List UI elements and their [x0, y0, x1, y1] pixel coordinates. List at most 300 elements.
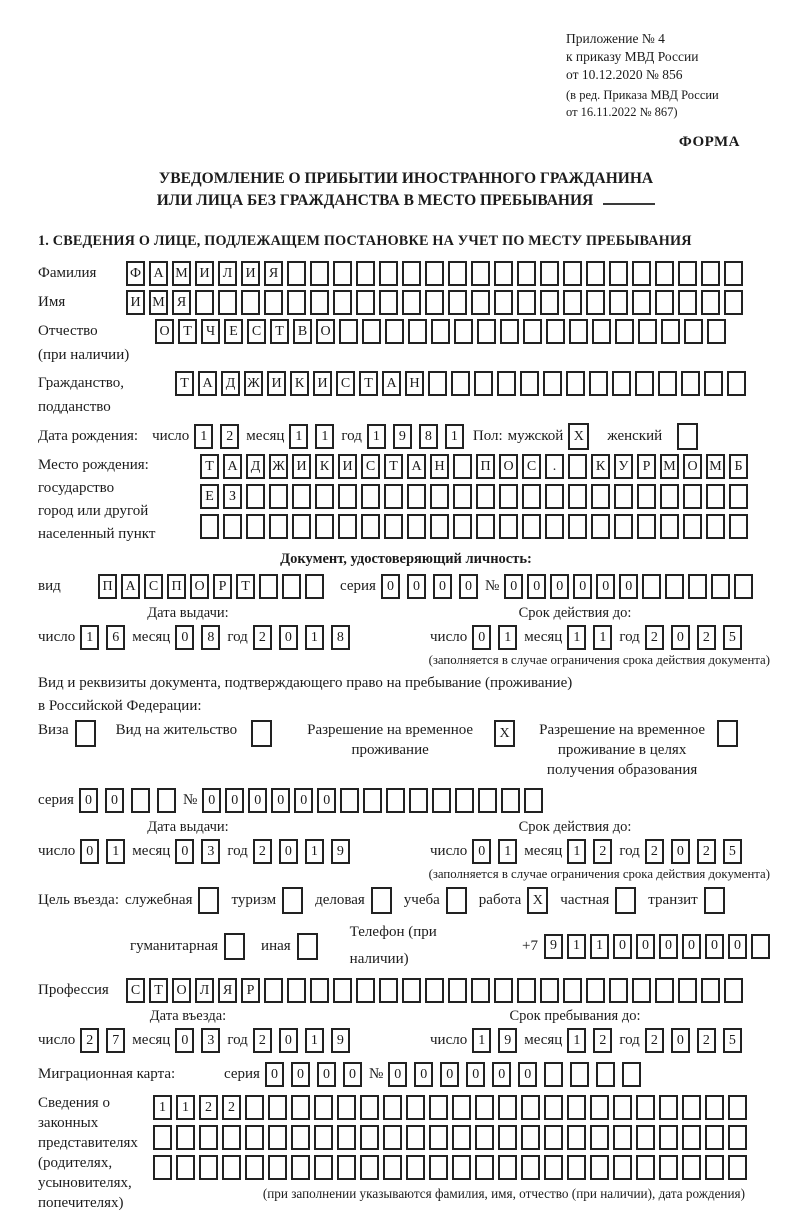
char-cell: С: [126, 978, 145, 1003]
char-cell: [386, 788, 405, 813]
char-cell: 0: [294, 788, 313, 813]
char-cell: [75, 720, 96, 747]
char-cell: [408, 319, 427, 344]
document-title: [38, 168, 774, 212]
char-cell: 0: [671, 1028, 690, 1053]
char-cell: [724, 261, 743, 286]
birthplace-row: [38, 454, 774, 546]
char-cell: С: [144, 574, 163, 599]
char-cell: Я: [172, 290, 191, 315]
purpose-other-label: иная: [261, 937, 291, 954]
identity-issue-group: [38, 604, 430, 651]
char-cell: [333, 290, 352, 315]
char-cell: [540, 978, 559, 1003]
char-cell: [659, 1125, 678, 1150]
residence-number-label: №: [182, 792, 198, 808]
char-cell: [523, 319, 542, 344]
char-cell: [333, 978, 352, 1003]
birthdate-month-cells: [289, 424, 341, 449]
char-cell: 2: [220, 424, 239, 449]
char-cell: [379, 290, 398, 315]
char-cell: Т: [384, 454, 403, 479]
char-cell: [356, 261, 375, 286]
representatives-cells-row3: [153, 1155, 751, 1180]
char-cell: [157, 788, 176, 813]
char-cell: Ф: [126, 261, 145, 286]
birthdate-year-label: год: [341, 428, 362, 444]
char-cell: 0: [573, 574, 592, 599]
char-cell: [360, 1095, 379, 1120]
char-cell: Н: [405, 371, 424, 396]
birthdate-row: [38, 423, 774, 450]
char-cell: [282, 887, 303, 914]
char-cell: [520, 371, 539, 396]
char-cell: 2: [593, 1028, 612, 1053]
char-cell: [198, 887, 219, 914]
char-cell: 0: [492, 1062, 511, 1087]
char-cell: [636, 1125, 655, 1150]
representatives-cells-block: [153, 1093, 751, 1202]
citizenship-cells: [175, 371, 750, 396]
appendix-line: Приложение № 4: [566, 31, 665, 46]
char-cell: [384, 484, 403, 509]
year-label: год: [619, 843, 640, 859]
identity-valid-group: [430, 604, 774, 651]
char-cell: 1: [567, 934, 586, 959]
char-cell: [683, 484, 702, 509]
firstname-label: Имя: [38, 294, 66, 310]
profession-cells: [126, 978, 747, 1003]
purpose-business-checkbox: [371, 887, 396, 914]
char-cell: [613, 1155, 632, 1180]
char-cell: [498, 1125, 517, 1150]
char-cell: А: [223, 454, 242, 479]
char-cell: [361, 484, 380, 509]
char-cell: [409, 788, 428, 813]
char-cell: [727, 371, 746, 396]
identity-kind-cells: [98, 574, 328, 599]
char-cell: [734, 574, 753, 599]
char-cell: А: [382, 371, 401, 396]
firstname-row: [38, 290, 774, 315]
char-cell: [683, 514, 702, 539]
representatives-label: Сведения о законных представителях (родителях, усыновителях, попечителях): [38, 1095, 138, 1211]
char-cell: [586, 978, 605, 1003]
char-cell: [425, 261, 444, 286]
char-cell: 0: [225, 788, 244, 813]
month-label: месяц: [132, 1032, 171, 1048]
char-cell: [454, 319, 473, 344]
char-cell: 5: [723, 839, 742, 864]
char-cell: 2: [80, 1028, 99, 1053]
char-cell: 0: [407, 574, 426, 599]
residence-issue-day: [80, 839, 132, 864]
char-cell: 1: [445, 424, 464, 449]
char-cell: З: [223, 484, 242, 509]
char-cell: Д: [246, 454, 265, 479]
residence-valid-heading: Срок действия до:: [518, 819, 632, 835]
residence-series-cells: [79, 788, 183, 813]
purpose-transit-checkbox: [704, 887, 729, 914]
sex-female-checkbox: [677, 423, 702, 450]
residence-validity-note: (заполняется в случае ограничения срока действия документа): [428, 867, 770, 881]
char-cell: [544, 1155, 563, 1180]
char-cell: [632, 978, 651, 1003]
char-cell: 9: [393, 424, 412, 449]
char-cell: Р: [213, 574, 232, 599]
char-cell: [339, 319, 358, 344]
char-cell: 0: [80, 839, 99, 864]
profession-row: [38, 978, 774, 1003]
char-cell: 2: [645, 625, 664, 650]
char-cell: 1: [305, 839, 324, 864]
char-cell: [570, 1062, 589, 1087]
char-cell: [498, 1095, 517, 1120]
identity-valid-year: [645, 625, 749, 650]
char-cell: [200, 514, 219, 539]
char-cell: [402, 261, 421, 286]
year-label: год: [227, 1032, 248, 1048]
char-cell: Ж: [269, 454, 288, 479]
char-cell: П: [167, 574, 186, 599]
char-cell: [314, 1155, 333, 1180]
residence-dates-block: [38, 818, 774, 865]
char-cell: [569, 319, 588, 344]
char-cell: [589, 371, 608, 396]
representatives-row: [38, 1093, 774, 1213]
char-cell: 0: [202, 788, 221, 813]
char-cell: 2: [222, 1095, 241, 1120]
birthdate-label: Дата рождения:: [38, 428, 139, 444]
stay-until-month: [567, 1028, 619, 1053]
char-cell: [609, 261, 628, 286]
char-cell: 3: [201, 1028, 220, 1053]
char-cell: 2: [253, 1028, 272, 1053]
purpose-work-checkbox: [527, 887, 552, 914]
char-cell: 1: [80, 625, 99, 650]
char-cell: [259, 574, 278, 599]
char-cell: [497, 371, 516, 396]
option-temp-residence-checkbox: [494, 720, 519, 747]
char-cell: [522, 484, 541, 509]
char-cell: [477, 319, 496, 344]
purpose-other-checkbox: [297, 933, 322, 960]
birthplace-cells-row1: [200, 454, 752, 479]
char-cell: [677, 423, 698, 450]
title-line-2: ИЛИ ЛИЦА БЕЗ ГРАЖДАНСТВА В МЕСТО ПРЕБЫВАНИЯ: [38, 190, 774, 212]
char-cell: [499, 484, 518, 509]
char-cell: [314, 1095, 333, 1120]
char-cell: [636, 1155, 655, 1180]
char-cell: 1: [498, 839, 517, 864]
char-cell: М: [172, 261, 191, 286]
char-cell: [333, 261, 352, 286]
char-cell: [563, 261, 582, 286]
char-cell: 1: [593, 625, 612, 650]
char-cell: [642, 574, 661, 599]
char-cell: [682, 1095, 701, 1120]
residence-number-cells: [202, 788, 547, 813]
char-cell: [305, 574, 324, 599]
char-cell: Л: [195, 978, 214, 1003]
option-visa: [38, 720, 100, 747]
char-cell: [711, 574, 730, 599]
char-cell: 2: [199, 1095, 218, 1120]
month-label: месяц: [132, 629, 171, 645]
migration-series-cells: [265, 1062, 369, 1087]
char-cell: А: [407, 454, 426, 479]
month-label: месяц: [524, 629, 563, 645]
char-cell: [701, 290, 720, 315]
char-cell: [678, 261, 697, 286]
identity-number-cells: [504, 574, 757, 599]
char-cell: 0: [414, 1062, 433, 1087]
char-cell: [195, 290, 214, 315]
amendment-line: от 16.11.2022 № 867): [566, 105, 678, 119]
migration-number-cells: [388, 1062, 648, 1087]
char-cell: 2: [645, 839, 664, 864]
char-cell: Т: [236, 574, 255, 599]
char-cell: 0: [527, 574, 546, 599]
representatives-cells-row1: [153, 1095, 751, 1120]
char-cell: [475, 1125, 494, 1150]
purpose-study-label: учеба: [403, 892, 440, 908]
char-cell: [131, 788, 150, 813]
birthplace-cells-row3: [200, 514, 752, 539]
appendix-line: к приказу МВД России: [566, 49, 699, 64]
char-cell: [384, 514, 403, 539]
patronymic-row: [38, 319, 774, 367]
char-cell: [246, 514, 265, 539]
char-cell: [568, 514, 587, 539]
char-cell: .: [545, 454, 564, 479]
char-cell: [609, 290, 628, 315]
char-cell: [268, 1155, 287, 1180]
purpose-humanitarian-checkbox: [224, 933, 249, 960]
char-cell: [540, 290, 559, 315]
char-cell: [245, 1095, 264, 1120]
char-cell: [471, 261, 490, 286]
char-cell: [452, 1095, 471, 1120]
option-residence-permit-checkbox: [251, 720, 276, 747]
char-cell: [452, 1155, 471, 1180]
char-cell: 0: [175, 1028, 194, 1053]
purpose-row-2: [38, 919, 774, 973]
residence-issue-heading: Дата выдачи:: [147, 819, 229, 835]
amendment-reference: [566, 87, 766, 121]
char-cell: 0: [317, 1062, 336, 1087]
char-cell: [315, 514, 334, 539]
char-cell: [292, 484, 311, 509]
char-cell: [659, 1095, 678, 1120]
char-cell: 7: [106, 1028, 125, 1053]
amendment-line: (в ред. Приказа МВД России: [566, 88, 719, 102]
char-cell: О: [316, 319, 335, 344]
char-cell: 0: [728, 934, 747, 959]
char-cell: X: [527, 887, 548, 914]
char-cell: [724, 290, 743, 315]
char-cell: [476, 484, 495, 509]
char-cell: С: [522, 454, 541, 479]
char-cell: М: [706, 454, 725, 479]
char-cell: О: [683, 454, 702, 479]
char-cell: И: [267, 371, 286, 396]
option-residence-permit: [116, 720, 276, 747]
char-cell: 0: [175, 839, 194, 864]
char-cell: [448, 290, 467, 315]
char-cell: [428, 371, 447, 396]
sex-male-label: мужской: [507, 428, 564, 444]
char-cell: 0: [659, 934, 678, 959]
char-cell: [453, 484, 472, 509]
char-cell: 1: [289, 424, 308, 449]
residence-valid-group: [430, 818, 774, 865]
purpose-study-checkbox: [446, 887, 471, 914]
residence-issue-group: [38, 818, 430, 865]
char-cell: [475, 1095, 494, 1120]
char-cell: 1: [305, 625, 324, 650]
sex-label: Пол:: [472, 428, 503, 444]
char-cell: [222, 1125, 241, 1150]
identity-doc-heading: Документ, удостоверяющий личность:: [280, 551, 532, 567]
identity-issue-month: [175, 625, 227, 650]
month-label: месяц: [132, 843, 171, 859]
char-cell: 0: [466, 1062, 485, 1087]
char-cell: [706, 514, 725, 539]
char-cell: [448, 261, 467, 286]
char-cell: [498, 1155, 517, 1180]
form-word: ФОРМА: [678, 134, 740, 150]
char-cell: [425, 290, 444, 315]
migration-card-row: [38, 1061, 774, 1088]
identity-series-label: серия: [340, 578, 376, 594]
char-cell: [315, 484, 334, 509]
phone-prefix: +7: [522, 937, 538, 954]
char-cell: 0: [671, 839, 690, 864]
birthdate-day-cells: [194, 424, 246, 449]
char-cell: [379, 261, 398, 286]
char-cell: [704, 887, 725, 914]
char-cell: [688, 574, 707, 599]
char-cell: [268, 1125, 287, 1150]
day-label: число: [430, 1032, 468, 1048]
char-cell: [586, 290, 605, 315]
identity-kind-label: вид: [38, 578, 61, 594]
char-cell: [499, 514, 518, 539]
residence-issue-year: [253, 839, 357, 864]
stay-until-group: [430, 1007, 774, 1054]
char-cell: Д: [221, 371, 240, 396]
option-temp-residence: [292, 720, 519, 760]
char-cell: 0: [636, 934, 655, 959]
phone-label: Телефон (при наличии): [349, 924, 437, 967]
char-cell: Т: [359, 371, 378, 396]
char-cell: [545, 514, 564, 539]
char-cell: [314, 1125, 333, 1150]
identity-issue-year: [253, 625, 357, 650]
option-residence-permit-label: Вид на жительство: [115, 722, 238, 738]
char-cell: 8: [331, 625, 350, 650]
char-cell: [310, 290, 329, 315]
char-cell: [501, 788, 520, 813]
char-cell: В: [293, 319, 312, 344]
char-cell: 0: [550, 574, 569, 599]
char-cell: [568, 454, 587, 479]
char-cell: [269, 514, 288, 539]
purpose-transit-label: транзит: [648, 892, 698, 908]
char-cell: И: [195, 261, 214, 286]
char-cell: X: [568, 423, 589, 450]
char-cell: [430, 514, 449, 539]
char-cell: [383, 1125, 402, 1150]
option-temp-residence-label: Разрешение на временное проживание: [307, 722, 474, 758]
identity-series-cells: [381, 574, 485, 599]
char-cell: [544, 1062, 563, 1087]
char-cell: 5: [723, 1028, 742, 1053]
char-cell: 0: [504, 574, 523, 599]
char-cell: 0: [459, 574, 478, 599]
char-cell: [264, 978, 283, 1003]
char-cell: [590, 1125, 609, 1150]
char-cell: [517, 978, 536, 1003]
char-cell: [379, 978, 398, 1003]
char-cell: 1: [315, 424, 334, 449]
char-cell: [363, 788, 382, 813]
patronymic-label: Отчество (при наличии): [38, 323, 130, 363]
char-cell: 0: [279, 625, 298, 650]
char-cell: [540, 261, 559, 286]
char-cell: [622, 1062, 641, 1087]
char-cell: Я: [218, 978, 237, 1003]
char-cell: 9: [331, 1028, 350, 1053]
section1-heading: 1. СВЕДЕНИЯ О ЛИЦЕ, ПОДЛЕЖАЩЕМ ПОСТАНОВКЕ НА УЧЕТ ПО МЕСТУ ПРЕБЫВАНИЯ: [38, 233, 692, 249]
char-cell: О: [499, 454, 518, 479]
purpose-official-label: служебная: [124, 892, 193, 908]
char-cell: 0: [105, 788, 124, 813]
char-cell: [682, 1155, 701, 1180]
option-temp-residence-education: [533, 720, 742, 780]
entry-dates-block: [38, 1007, 774, 1054]
char-cell: [218, 290, 237, 315]
char-cell: [361, 514, 380, 539]
char-cell: А: [198, 371, 217, 396]
char-cell: Я: [264, 261, 283, 286]
stay-until-heading: Срок пребывания до:: [509, 1008, 641, 1024]
char-cell: О: [172, 978, 191, 1003]
char-cell: И: [292, 454, 311, 479]
char-cell: [356, 290, 375, 315]
char-cell: Ч: [201, 319, 220, 344]
char-cell: 0: [175, 625, 194, 650]
char-cell: [615, 887, 636, 914]
char-cell: 0: [682, 934, 701, 959]
entry-date-day: [80, 1028, 132, 1053]
char-cell: И: [338, 454, 357, 479]
char-cell: [684, 319, 703, 344]
option-temp-residence-education-label: Разрешение на временное проживание в целях получения образования: [539, 722, 706, 778]
char-cell: 1: [194, 424, 213, 449]
residence-series-label: серия: [38, 792, 74, 808]
char-cell: Н: [430, 454, 449, 479]
purpose-official-checkbox: [198, 887, 223, 914]
char-cell: [478, 788, 497, 813]
residence-issue-month: [175, 839, 227, 864]
char-cell: [544, 1095, 563, 1120]
identity-issue-day: [80, 625, 132, 650]
char-cell: 1: [567, 625, 586, 650]
char-cell: [517, 261, 536, 286]
char-cell: [245, 1125, 264, 1150]
